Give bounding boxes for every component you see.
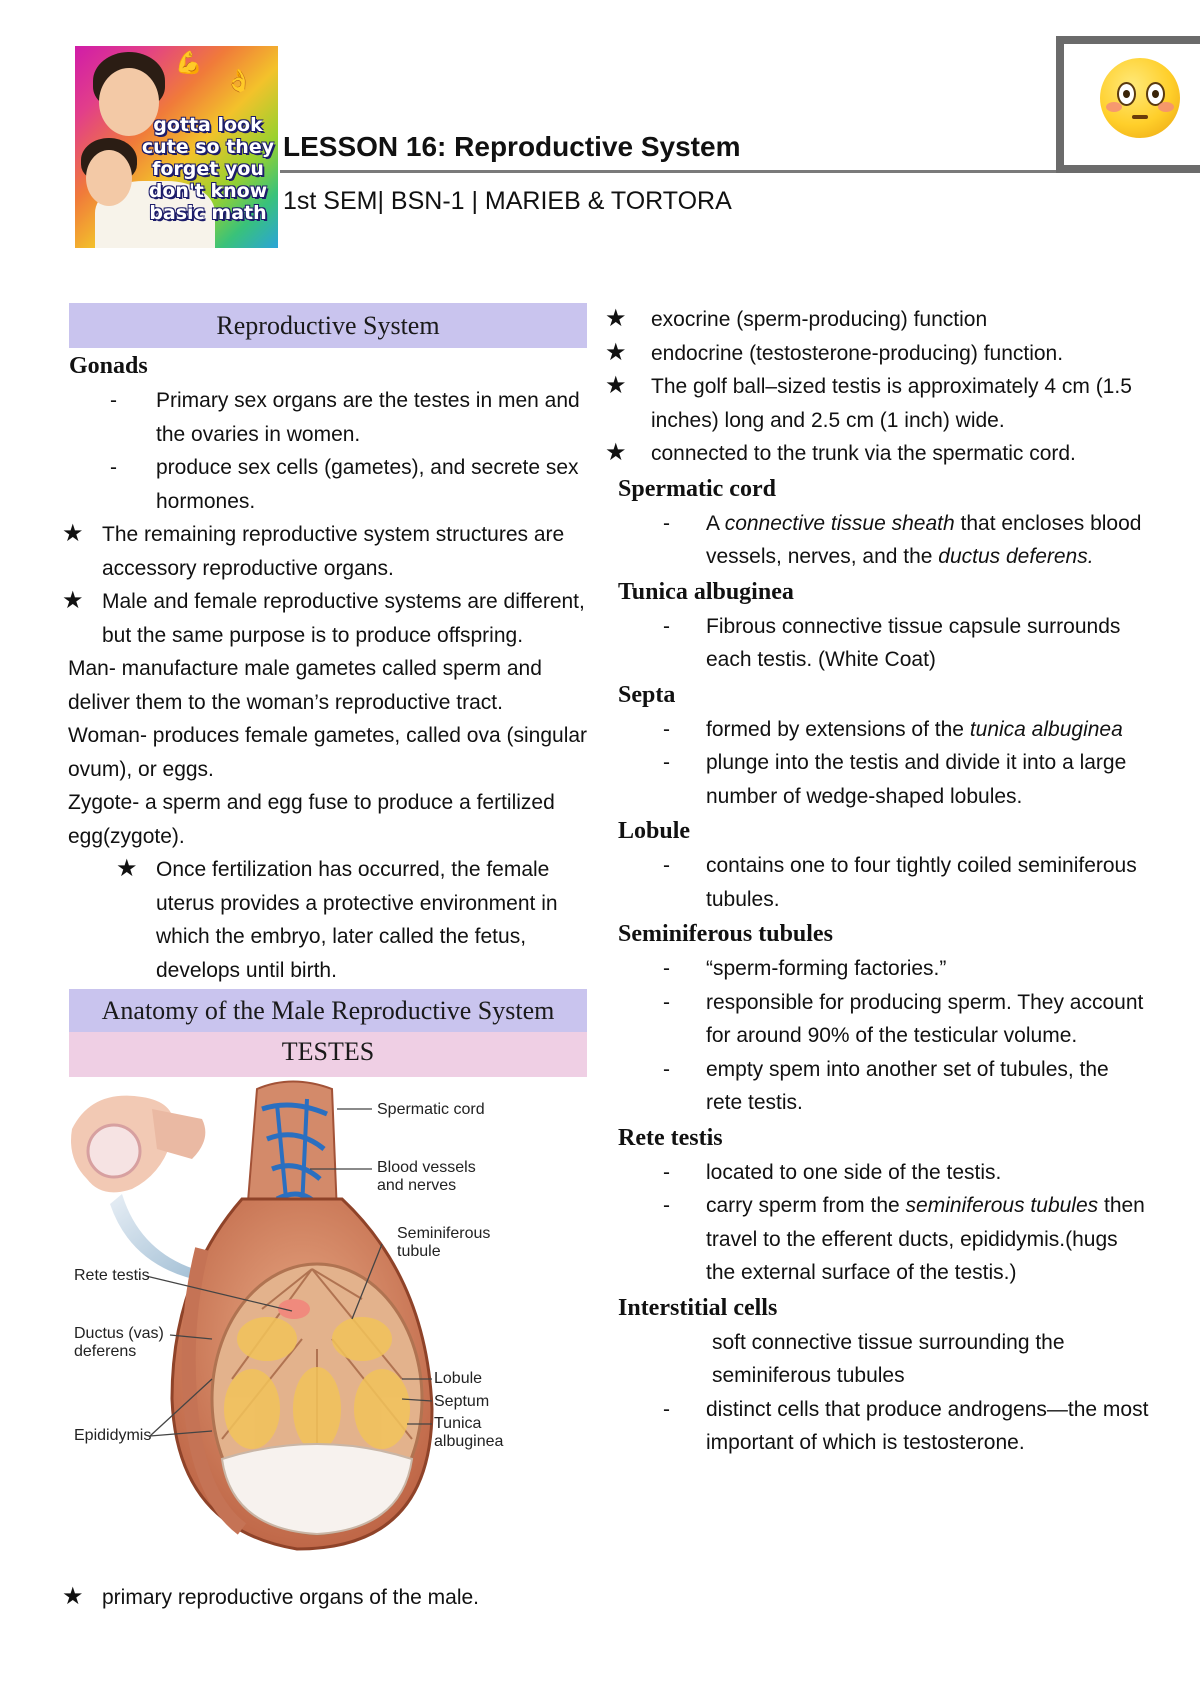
star-item: ★ exocrine (sperm-producing) function xyxy=(605,303,1150,337)
septa-item-2: - plunge into the testis and divide it into a large number of wedge-shaped lobules. xyxy=(605,746,1150,813)
star-item: ★ The remaining reproductive system structures are accessory reproductive organs. xyxy=(62,519,565,580)
label-epididymis: Epididymis xyxy=(74,1427,152,1444)
label-rete-testis: Rete testis xyxy=(74,1267,150,1284)
meme-logo xyxy=(75,46,278,248)
definition-woman: Woman- produces female gametes, called ova (singular ovum), or eggs. xyxy=(68,724,588,781)
interstitial-plain: soft connective tissue surrounding the seminiferous tubules xyxy=(712,1330,1065,1387)
title-divider xyxy=(280,170,1056,173)
flex-arm-icon: 💪 xyxy=(175,50,203,75)
star-icon: ★ xyxy=(605,337,627,366)
section-band-anatomy: Anatomy of the Male Reproductive System xyxy=(69,989,587,1032)
section-band-reproductive-system: Reproductive System xyxy=(69,303,587,348)
page-subtitle: 1st SEM| BSN-1 | MARIEB & TORTORA xyxy=(283,187,732,215)
star-item: ★ The golf ball–sized testis is approximately 4 cm (1.5 inches) long and 2.5 cm (1 inch) wide. xyxy=(605,371,1132,432)
spermatic-item: - A connective tissue sheath that encloses blood vessels, nerves, and the ductus deferens. xyxy=(605,507,1150,574)
gonads-item-2: - produce sex cells (gametes), and secrete sex hormones. xyxy=(62,451,590,518)
page-title: LESSON 16: Reproductive System xyxy=(283,131,741,162)
heading-lobule: Lobule xyxy=(618,818,691,844)
thumbnail-anatomy xyxy=(71,1096,205,1193)
star-item: ★ connected to the trunk via the spermatic cord. xyxy=(605,437,1150,471)
star-icon: ★ xyxy=(605,438,627,466)
star-icon: ★ xyxy=(62,519,84,547)
label-ductus-deferens: Ductus (vas) deferens xyxy=(74,1325,164,1360)
heading-spermatic-cord: Spermatic cord xyxy=(618,475,776,502)
star-icon: ★ xyxy=(62,1582,84,1610)
gonads-item-1: - Primary sex organs are the testes in men and the ovaries in women. xyxy=(62,384,590,451)
tunica-item: - Fibrous connective tissue capsule surrounds each testis. (White Coat) xyxy=(605,610,1150,677)
star-item: ★ endocrine (testosterone-producing) function. xyxy=(605,337,1150,371)
ok-hand-icon: 👌 xyxy=(225,68,253,93)
definition-man: Man- manufacture male gametes called sperm and deliver them to the woman’s reproductive tract. xyxy=(68,657,542,714)
star-item: ★ Male and female reproductive systems are different, but the same purpose is to produce offspring. xyxy=(62,586,585,647)
logo-caption: gotta look cute so they forget you don't know basic math xyxy=(141,114,275,224)
septa-item-1: - formed by extensions of the tunica albuginea xyxy=(605,713,1150,747)
star-icon: ★ xyxy=(116,854,138,882)
star-icon: ★ xyxy=(605,304,627,332)
right-column xyxy=(605,303,1150,1460)
star-icon: ★ xyxy=(62,586,84,614)
seminiferous-item-2: - responsible for producing sperm. They account for around 90% of the testicular volume. xyxy=(605,986,1150,1053)
testis-diagram xyxy=(62,1079,590,1579)
emoji-frame xyxy=(1056,36,1200,173)
lobule-item: - contains one to four tightly coiled seminiferous tubules. xyxy=(605,849,1150,916)
definition-zygote: Zygote- a sperm and egg fuse to produce a fertilized egg(zygote). xyxy=(68,791,555,848)
heading-septa: Septa xyxy=(618,681,676,708)
rete-item-1: - located to one side of the testis. xyxy=(605,1156,1150,1190)
heading-seminiferous-tubules: Seminiferous tubules xyxy=(618,921,833,947)
heading-rete-testis: Rete testis xyxy=(618,1124,723,1151)
label-seminiferous-tubule: Seminiferous tubule xyxy=(397,1225,491,1260)
label-spermatic-cord: Spermatic cord xyxy=(377,1101,485,1118)
star-item-fertilization: ★ Once fertilization has occurred, the female uterus provides a protective environment in which the embryo, later called the fetus, develops until birth. xyxy=(116,854,558,982)
seminiferous-item-3: - empty spem into another set of tubules, the rete testis. xyxy=(605,1053,1150,1120)
heading-gonads: Gonads xyxy=(69,353,148,379)
section-band-testes: TESTES xyxy=(69,1032,587,1077)
heading-tunica-albuginea: Tunica albuginea xyxy=(618,578,794,605)
label-blood-vessels: Blood vessels and nerves xyxy=(377,1159,476,1194)
label-lobule: Lobule xyxy=(434,1370,483,1387)
star-icon: ★ xyxy=(605,371,627,399)
heading-interstitial-cells: Interstitial cells xyxy=(618,1294,778,1321)
label-septum: Septum xyxy=(434,1393,490,1410)
rete-item-2: - carry sperm from the seminiferous tubules then travel to the efferent ducts, epididymis.(hugs the external surface of the testis.) xyxy=(605,1189,1150,1290)
pleading-face-icon xyxy=(1100,58,1180,138)
seminiferous-item-1: - “sperm-forming factories.” xyxy=(605,952,1150,986)
star-item-primary-organs: ★ primary reproductive organs of the male. xyxy=(62,1581,590,1615)
interstitial-item: - distinct cells that produce androgens—the most important of which is testosterone. xyxy=(605,1393,1150,1460)
label-tunica-albuginea: Tunica albuginea xyxy=(434,1415,504,1450)
left-column xyxy=(62,303,590,1615)
